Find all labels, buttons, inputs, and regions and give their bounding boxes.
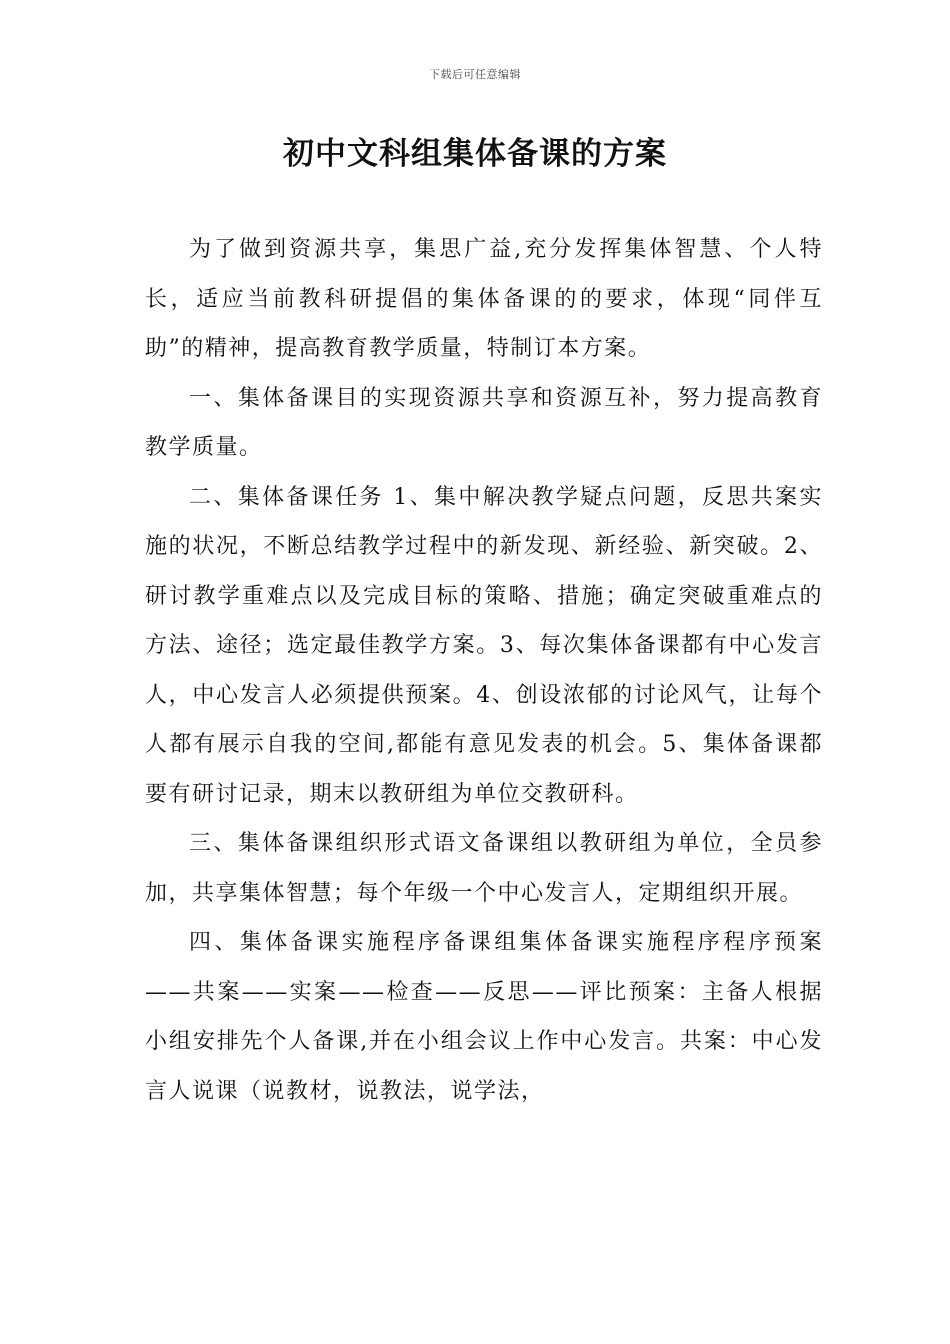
paragraph-section-4: 四、集体备课实施程序备课组集体备课实施程序程序预案——共案——实案——检查——反思——评比预案：主备人根据小组安排先个人备课,并在小组会议上作中心发言。共案：中心发言人说课（说教材，说教法，说学法， [145, 930, 823, 1104]
paragraph-section-2: 二、集体备课任务 1、集中解决教学疑点问题，反思共案实施的状况，不断总结教学过程中的新发现、新经验、新突破。2、研讨教学重难点以及完成目标的策略、措施；确定突破重难点的方法、途径；选定最佳教学方案。3、每次集体备课都有中心发言人，中心发言人必须提供预案。4、创设浓郁的讨论风气，让每个人都有展示自我的空间,都能有意见发表的机会。5、集体备课都要有研讨记录，期末以教研组为单位交教研科。 [145, 484, 823, 807]
document-body [145, 225, 823, 1116]
paragraph-intro: 为了做到资源共享，集思广益,充分发挥集体智慧、个人特长，适应当前教科研提倡的集体备课的的要求，体现“同伴互助”的精神，提高教育教学质量，特制订本方案。 [145, 237, 823, 361]
document-title: 初中文科组集体备课的方案 [283, 136, 667, 172]
paragraph-section-3: 三、集体备课组织形式语文备课组以教研组为单位，全员参加，共享集体智慧；每个年级一个中心发言人，定期组织开展。 [145, 831, 823, 906]
paragraph-section-1: 一、集体备课目的实现资源共享和资源互补，努力提高教育教学质量。 [145, 385, 823, 460]
header-note: 下载后可任意编辑 [429, 68, 521, 81]
